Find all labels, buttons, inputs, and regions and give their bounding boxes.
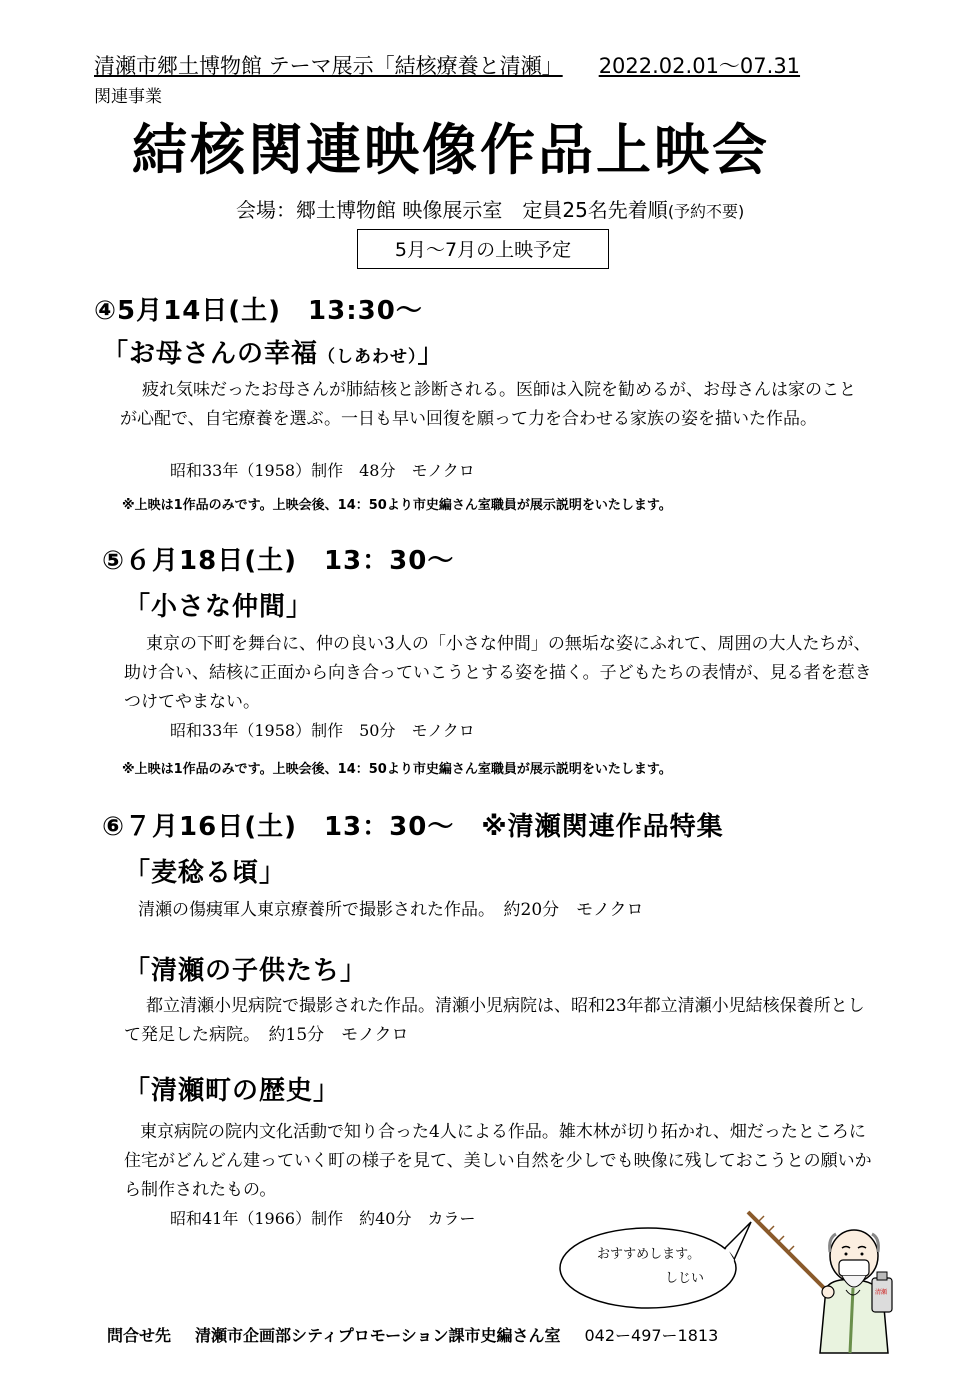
event-3-film-1-description: 清瀬の傷痍軍人東京療養所で撮影された作品。 約20分 モノクロ (138, 900, 644, 920)
mascot-illustration (738, 1208, 898, 1358)
contact-phone: 042ー497ー1813 (584, 1326, 719, 1345)
contact-office: 清瀬市企画部シティプロモーション課市史編さん室 (195, 1326, 561, 1345)
schedule-label: 5月～7月の上映予定 (357, 229, 609, 269)
event-2-title: 「小さな仲間」 (124, 592, 314, 622)
bottle-badge: 清瀬 (875, 1289, 888, 1296)
event-1-title (102, 333, 445, 370)
event-2-meta: 昭和33年（1958）制作 50分 モノクロ (170, 721, 475, 740)
exhibition-name: 清瀬市郷土博物館 テーマ展示「結核療養と清瀬」 (94, 54, 563, 78)
event-3-film-3-meta: 昭和41年（1966）制作 約40分 カラー (170, 1209, 476, 1228)
event-3-film-2-description: 都立清瀬小児病院で撮影された作品。清瀬小児病院は、昭和23年都立清瀬小児結核保養所として発足した病院。 約15分 モノクロ (124, 996, 865, 1045)
speech-line-2: しじい (665, 1271, 705, 1286)
related-label: 関連事業 (94, 87, 162, 107)
event-3-film-1-title: 「麦稔る頃」 (124, 858, 287, 888)
exhibition-header (94, 50, 800, 80)
mask-icon (839, 1260, 869, 1276)
event-1-date: ④5月14日(土) 13:30～ (94, 296, 423, 326)
event-1-title-main: 「お母さんの幸福 (102, 339, 319, 369)
event-2-description: 東京の下町を舞台に、仲の良い3人の「小さな仲間」の無垢な姿にふれて、周囲の大人たちが、助け合い、結核に正面から向き合っていこうとする姿を描く。子どもたちの表情が、見る者を惹きつけてやまない。 (124, 634, 872, 712)
event-3-film-3-description: 東京病院の院内文化活動で知り合った4人による作品。雑木林が切り拓かれ、畑だったところに住宅がどんどん建っていく町の様子を見て、美しい自然を少しでも映像に残しておこうとの願いから制作されたもの。 (124, 1122, 872, 1200)
event-1-meta: 昭和33年（1958）制作 48分 モノクロ (170, 461, 475, 480)
speech-bubble (555, 1218, 755, 1314)
page-title: 結核関連映像作品上映会 (132, 118, 771, 182)
event-3-film-3-title: 「清瀬町の歴史」 (124, 1076, 341, 1106)
contact-label: 問合せ先 (107, 1326, 172, 1345)
speech-line-1: おすすめします。 (597, 1247, 701, 1262)
venue-info (236, 194, 744, 223)
contact-footer (107, 1323, 718, 1346)
venue-main: 会場：郷土博物館 映像展示室 定員25名先着順 (236, 198, 668, 222)
event-1-notice: ※上映は1作品のみです。上映会後、14：50より市史編さん室職員が展示説明をいたします。 (122, 498, 672, 513)
event-2-date: ⑤６月18日(土) 13：30～ (102, 546, 455, 576)
staff-icon (748, 1212, 830, 1294)
event-1-title-reading: （しあわせ） (318, 347, 418, 367)
event-1-title-end: 」 (417, 339, 445, 369)
event-3-date: ⑥７月16日(土) 13：30～ ※清瀬関連作品特集 (102, 812, 724, 842)
event-1-description: 疲れ気味だったお母さんが肺結核と診断される。医師は入院を勧めるが、お母さんは家のことが心配で、自宅療養を選ぶ。一日も早い回復を願って力を合わせる家族の姿を描いた作品。 (120, 380, 856, 429)
exhibition-dates: 2022.02.01～07.31 (598, 54, 801, 78)
venue-note: (予約不要) (667, 202, 745, 221)
event-3-film-2-title: 「清瀬の子供たち」 (124, 956, 368, 986)
event-2-notice: ※上映は1作品のみです。上映会後、14：50より市史編さん室職員が展示説明をいたします。 (122, 762, 672, 777)
